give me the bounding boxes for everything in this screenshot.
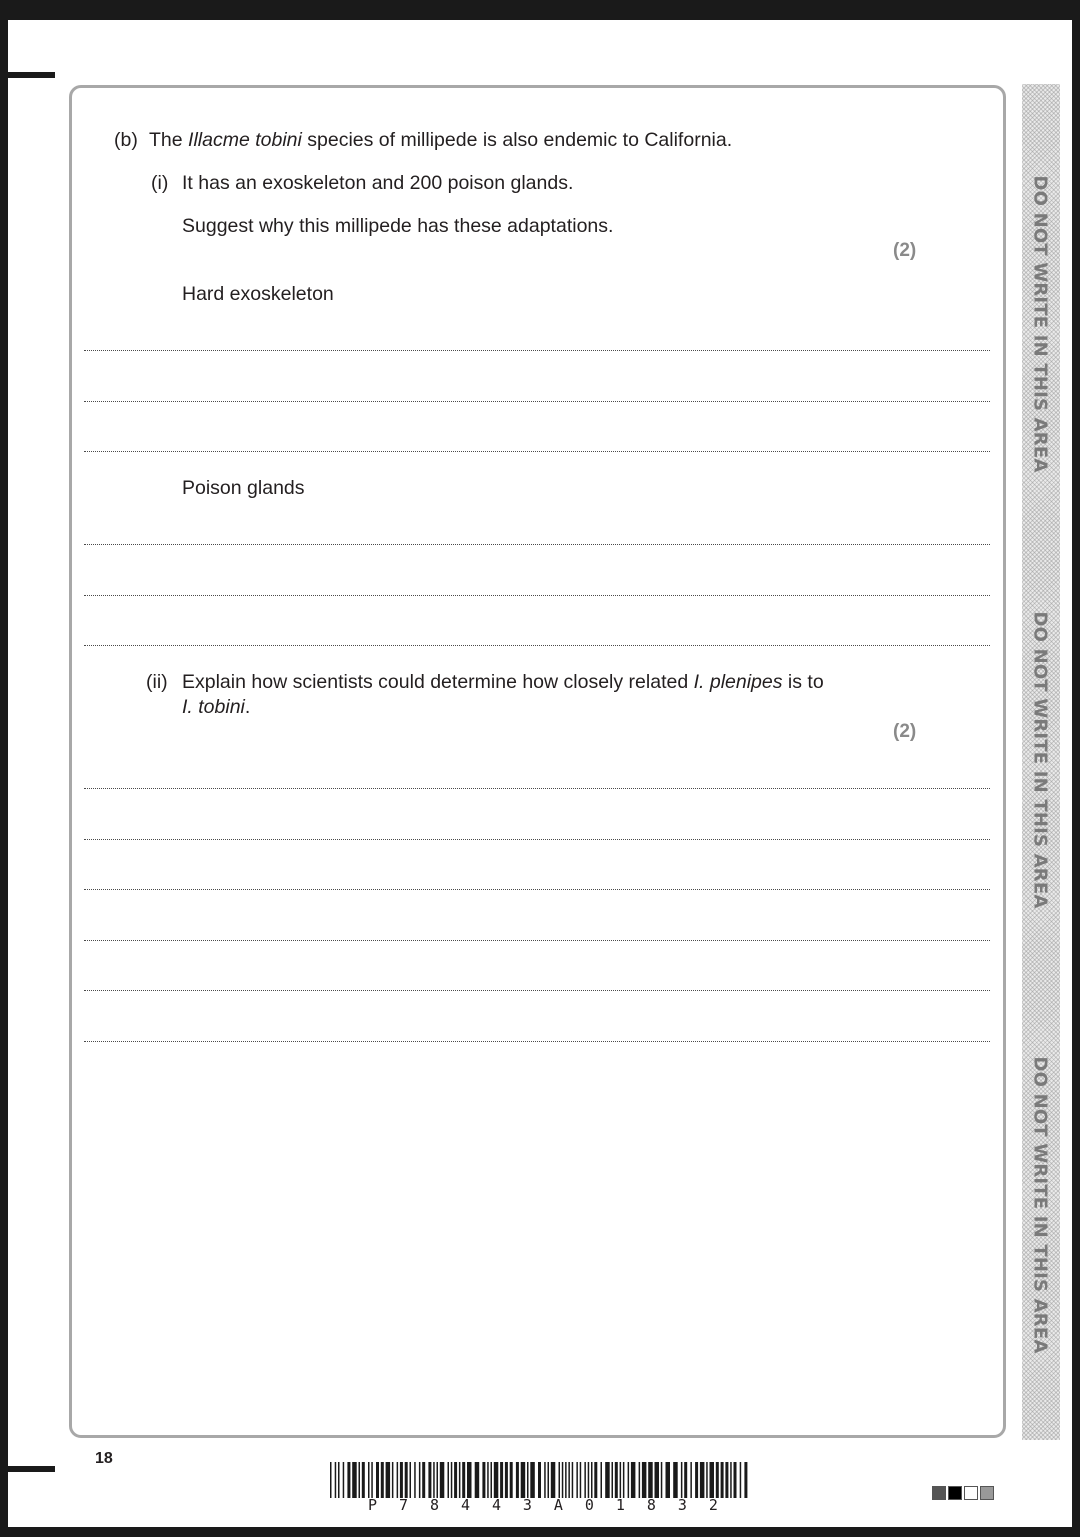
barcode-bar [551, 1462, 556, 1498]
page-marker-square [964, 1486, 978, 1500]
barcode-bar [661, 1462, 663, 1498]
barcode-bar [419, 1462, 421, 1498]
barcode-bar [628, 1462, 630, 1498]
margin-tick-top [0, 72, 55, 78]
margin-tick-bottom [0, 1466, 55, 1472]
barcode-bar [335, 1462, 337, 1498]
answer-line[interactable] [84, 401, 990, 402]
barcode-bar [362, 1462, 365, 1498]
answer-line[interactable] [84, 940, 990, 941]
barcode-char: 0 [584, 1496, 594, 1514]
barcode-bar [700, 1462, 705, 1498]
barcode-bar [740, 1462, 742, 1498]
barcode-bar [710, 1462, 715, 1498]
barcode-bar [716, 1462, 719, 1498]
barcode-bar [343, 1462, 345, 1498]
barcode-bar [584, 1462, 586, 1498]
barcode-text [330, 1496, 748, 1514]
barcode-bar [440, 1462, 445, 1498]
barcode-bar [397, 1462, 399, 1498]
barcode-char: 2 [708, 1496, 718, 1514]
barcode-bar [347, 1462, 350, 1498]
barcode-bar [562, 1462, 564, 1498]
answer-line[interactable] [84, 788, 990, 789]
part-ii-label: (ii) [146, 671, 168, 693]
barcode-bar [706, 1462, 708, 1498]
part-i-label: (i) [151, 172, 169, 194]
barcode-bar [494, 1462, 499, 1498]
part-i-marks: (2) [893, 240, 917, 261]
part-ii-marks: (2) [893, 721, 917, 742]
barcode-bar [730, 1462, 732, 1498]
barcode-bar [725, 1462, 728, 1498]
barcode-bar [605, 1462, 610, 1498]
barcode-bar [565, 1462, 567, 1498]
barcode-bar [454, 1462, 457, 1498]
page-border-right [1072, 0, 1080, 1537]
barcode-bar [410, 1462, 412, 1498]
barcode-bar [639, 1462, 641, 1498]
barcode-bar [338, 1462, 340, 1498]
barcode-bar [330, 1462, 332, 1498]
page-marker-square [948, 1486, 962, 1500]
barcode-char: P [368, 1496, 378, 1514]
species-name: I. plenipes [693, 671, 783, 693]
page-marker-square [932, 1486, 946, 1500]
page-marker-square [980, 1486, 994, 1500]
barcode-bar [392, 1462, 394, 1498]
answer-line[interactable] [84, 839, 990, 840]
barcode-bar [690, 1462, 692, 1498]
barcode-bar [516, 1462, 519, 1498]
barcode-bar [448, 1462, 450, 1498]
barcode-bar [368, 1462, 370, 1498]
margin-notice: DO NOT WRITE IN THIS AREA [1029, 175, 1051, 473]
barcode-bar [414, 1462, 416, 1498]
margin-notice: DO NOT WRITE IN THIS AREA [1029, 611, 1051, 909]
barcode-bar [510, 1462, 513, 1498]
barcode-bar [521, 1462, 526, 1498]
barcode-bar [527, 1462, 529, 1498]
barcode-bar [623, 1462, 625, 1498]
part-i-prompt: Suggest why this millipede has these adaptations. [182, 215, 614, 237]
barcode-bar [371, 1462, 373, 1498]
barcode-bar [467, 1462, 472, 1498]
question-b-text: The Illacme tobini species of millipede is also endemic to California. [149, 129, 733, 151]
barcode [330, 1462, 748, 1498]
barcode-bar [500, 1462, 503, 1498]
barcode-bar [400, 1462, 403, 1498]
barcode-bar [459, 1462, 461, 1498]
margin-notice: DO NOT WRITE IN THIS AREA [1029, 1056, 1051, 1354]
part-ii-text-line1: Explain how scientists could determine how closely related I. plenipes is to [182, 671, 824, 693]
barcode-bar [462, 1462, 465, 1498]
page-number: 18 [95, 1450, 113, 1467]
answer-line[interactable] [84, 595, 990, 596]
barcode-bar [612, 1462, 614, 1498]
barcode-char: 8 [646, 1496, 656, 1514]
barcode-bar [381, 1462, 384, 1498]
barcode-bar [487, 1462, 489, 1498]
barcode-bar [559, 1462, 561, 1498]
barcode-bar [433, 1462, 435, 1498]
barcode-bar [666, 1462, 671, 1498]
answer-line[interactable] [84, 645, 990, 646]
page-border-left [0, 0, 8, 1537]
barcode-bar [359, 1462, 361, 1498]
barcode-char: 4 [460, 1496, 470, 1514]
barcode-bar [451, 1462, 453, 1498]
barcode-bar [572, 1462, 574, 1498]
barcode-bar [620, 1462, 622, 1498]
answer-line[interactable] [84, 350, 990, 351]
barcode-bar [491, 1462, 493, 1498]
part-ii-text-line2: I. tobini. [182, 696, 251, 718]
barcode-bar [405, 1462, 408, 1498]
barcode-bar [655, 1462, 660, 1498]
barcode-bar [352, 1462, 357, 1498]
barcode-bar [568, 1462, 570, 1498]
barcode-bar [422, 1462, 425, 1498]
barcode-bar [684, 1462, 687, 1498]
barcode-bar [591, 1462, 593, 1498]
species-name: Illacme tobini [188, 129, 302, 151]
barcode-bar [615, 1462, 618, 1498]
answer-line[interactable] [84, 544, 990, 545]
barcode-char: 4 [491, 1496, 501, 1514]
barcode-bar [482, 1462, 485, 1498]
barcode-bar [594, 1462, 597, 1498]
answer-line[interactable] [84, 889, 990, 890]
barcode-bar [695, 1462, 698, 1498]
barcode-bar [428, 1462, 431, 1498]
barcode-char: 3 [522, 1496, 532, 1514]
page-border-bottom [0, 1527, 1080, 1537]
sub-heading-poison-glands: Poison glands [182, 477, 305, 499]
barcode-bar [505, 1462, 508, 1498]
barcode-bar [386, 1462, 391, 1498]
barcode-bar [538, 1462, 541, 1498]
barcode-char: 3 [677, 1496, 687, 1514]
question-b-label: (b) [114, 129, 138, 151]
barcode-bar [530, 1462, 535, 1498]
page-border-top [0, 0, 1080, 20]
sub-heading-exoskeleton: Hard exoskeleton [182, 283, 334, 305]
answer-line[interactable] [84, 451, 990, 452]
barcode-bar [576, 1462, 578, 1498]
barcode-bar [548, 1462, 550, 1498]
barcode-bar [601, 1462, 603, 1498]
barcode-bar [734, 1462, 737, 1498]
barcode-bar [475, 1462, 480, 1498]
barcode-bar [681, 1462, 683, 1498]
barcode-bar [721, 1462, 724, 1498]
barcode-char: A [553, 1496, 563, 1514]
barcode-char: 1 [615, 1496, 625, 1514]
answer-line[interactable] [84, 1041, 990, 1042]
barcode-bar [437, 1462, 439, 1498]
barcode-bar [744, 1462, 747, 1498]
barcode-bar [580, 1462, 582, 1498]
barcode-bar [631, 1462, 636, 1498]
barcode-bar [648, 1462, 653, 1498]
answer-line[interactable] [84, 990, 990, 991]
barcode-bar [376, 1462, 379, 1498]
species-name: I. tobini [182, 696, 245, 718]
barcode-bar [588, 1462, 590, 1498]
barcode-bar [673, 1462, 678, 1498]
barcode-char: 8 [429, 1496, 439, 1514]
barcode-char: 7 [398, 1496, 409, 1514]
barcode-bar [544, 1462, 546, 1498]
page-marker-squares [932, 1486, 996, 1500]
barcode-bar [642, 1462, 647, 1498]
part-i-statement: It has an exoskeleton and 200 poison glands. [182, 172, 574, 194]
